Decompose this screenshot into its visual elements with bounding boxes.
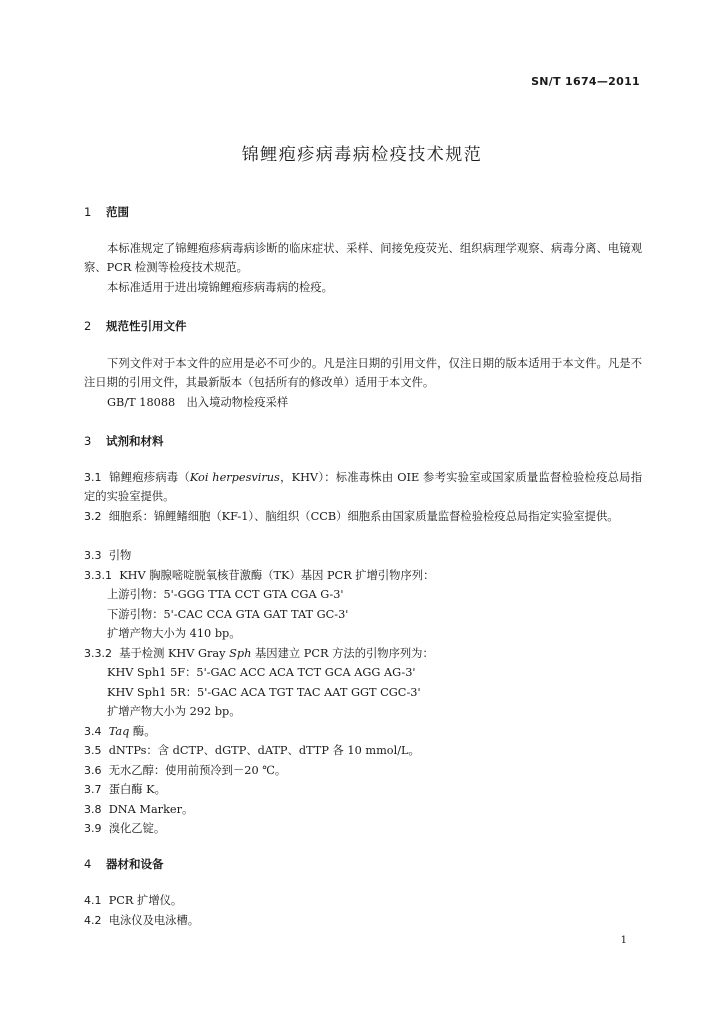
clause-number: 3.9: [84, 822, 102, 835]
clause-3-5: [84, 741, 420, 760]
section-1-paragraph-2: 本标准适用于进出境锦鲤疱疹病毒病的检疫。: [107, 281, 333, 294]
clause-text: 酶。: [129, 725, 156, 738]
section-heading-3: [84, 433, 164, 449]
clause-text-pre: 锦鲤疱疹病毒（: [109, 471, 190, 484]
clause-text-post: ，KHV）：标准毒株由 OIE 参考实验室或国家质量监督检验检疫总局指定的实验室提供。: [84, 471, 642, 503]
section-number: 2: [84, 319, 92, 333]
clause-number: 3.3.1: [84, 569, 112, 582]
latin-name: Koi herpesvirus: [189, 471, 280, 484]
clause-number: 4.2: [84, 914, 102, 927]
section-heading-4: [84, 856, 164, 872]
amplicon-size: 扩增产物大小为 410 bp。: [107, 627, 241, 640]
latin-name: Taq: [108, 725, 130, 738]
section-heading-1: [84, 204, 129, 220]
section-title: 器材和设备: [106, 857, 164, 871]
section-title: 范围: [106, 205, 130, 219]
document-title: 锦鲤疱疹病毒病检疫技术规范: [241, 145, 483, 165]
section-1-paragraph-1: 本标准规定了锦鲤疱疹病毒病诊断的临床症状、采样、间接免疫荧光、组织病理学观察、病毒分离、电镜观察、PCR 检测等检疫技术规范。: [84, 242, 642, 274]
clause-text: 细胞系：锦鲤鳍细胞（KF-1）、脑组织（CCB）细胞系由国家质量监督检验检疫总局指定实验室提供。: [108, 510, 619, 523]
clause-text: KHV 胸腺嘧啶脱氧核苷激酶（TK）基因 PCR 扩增引物序列：: [119, 569, 435, 582]
clause-text: DNA Marker。: [108, 803, 194, 816]
clause-text-pre: 基于检测 KHV Gray: [119, 647, 230, 660]
clause-3-4: [84, 722, 156, 741]
clause-text-post: 基因建立 PCR 方法的引物序列为：: [251, 647, 434, 660]
clause-number: 3.1: [84, 471, 102, 484]
clause-3-7: [84, 780, 166, 799]
section-2-paragraph-1: 下列文件对于本文件的应用是必不可少的。凡是注日期的引用文件，仅注日期的版本适用于本文件。凡是不注日期的引用文件，其最新版本（包括所有的修改单）适用于本文件。: [84, 357, 642, 389]
reverse-primer: KHV Sph1 5R：5'-GAC ACA TGT TAC AAT GGT CGC-3': [107, 686, 421, 699]
downstream-primer: 下游引物：5'-CAC CCA GTA GAT TAT GC-3': [107, 608, 349, 621]
clause-text: 电泳仪及电泳槽。: [108, 914, 200, 927]
clause-text: dNTPs：含 dCTP、dGTP、dATP、dTTP 各 10 mmol/L。: [108, 744, 420, 757]
section-number: 3: [84, 434, 92, 448]
section-title: 试剂和材料: [106, 434, 164, 448]
section-number: 1: [84, 205, 92, 219]
standard-number: SN/T 1674—2011: [531, 75, 640, 88]
clause-3-8: [84, 800, 193, 819]
clause-4-1: [84, 891, 182, 910]
clause-4-2: [84, 911, 199, 930]
upstream-primer: 上游引物：5'-GGG TTA CCT GTA CGA G-3': [107, 588, 344, 601]
clause-text: 无水乙醇：使用前预冷到－20 ℃。: [108, 764, 287, 777]
clause-number: 3.4: [84, 725, 102, 738]
clause-3-2: [84, 507, 642, 526]
clause-number: 3.3: [84, 549, 102, 562]
clause-text: 蛋白酶 K。: [108, 783, 166, 796]
section-title: 规范性引用文件: [106, 319, 187, 333]
clause-text: PCR 扩增仪。: [108, 894, 183, 907]
clause-3-3-1: [84, 566, 434, 585]
clause-number: 3.2: [84, 510, 102, 523]
clause-number: 3.7: [84, 783, 102, 796]
normative-reference: GB/T 18088 出入境动物检疫采样: [107, 396, 289, 409]
clause-text: 溴化乙锭。: [108, 822, 166, 835]
clause-number: 3.5: [84, 744, 102, 757]
clause-number: 3.6: [84, 764, 102, 777]
clause-number: 4.1: [84, 894, 102, 907]
clause-3-9: [84, 819, 165, 838]
section-heading-2: [84, 318, 187, 334]
page-number: 1: [620, 935, 627, 946]
clause-3-3-2: [84, 644, 434, 663]
clause-text: 引物: [108, 549, 132, 562]
amplicon-size: 扩增产物大小为 292 bp。: [107, 705, 241, 718]
clause-3-6: [84, 761, 286, 780]
clause-3-1: [84, 468, 642, 506]
clause-number: 3.3.2: [84, 647, 112, 660]
clause-number: 3.8: [84, 803, 102, 816]
section-number: 4: [84, 857, 92, 871]
latin-name: Sph: [229, 647, 252, 660]
clause-3-3: [84, 546, 131, 565]
forward-primer: KHV Sph1 5F：5'-GAC ACC ACA TCT GCA AGG AG-3': [107, 666, 416, 679]
